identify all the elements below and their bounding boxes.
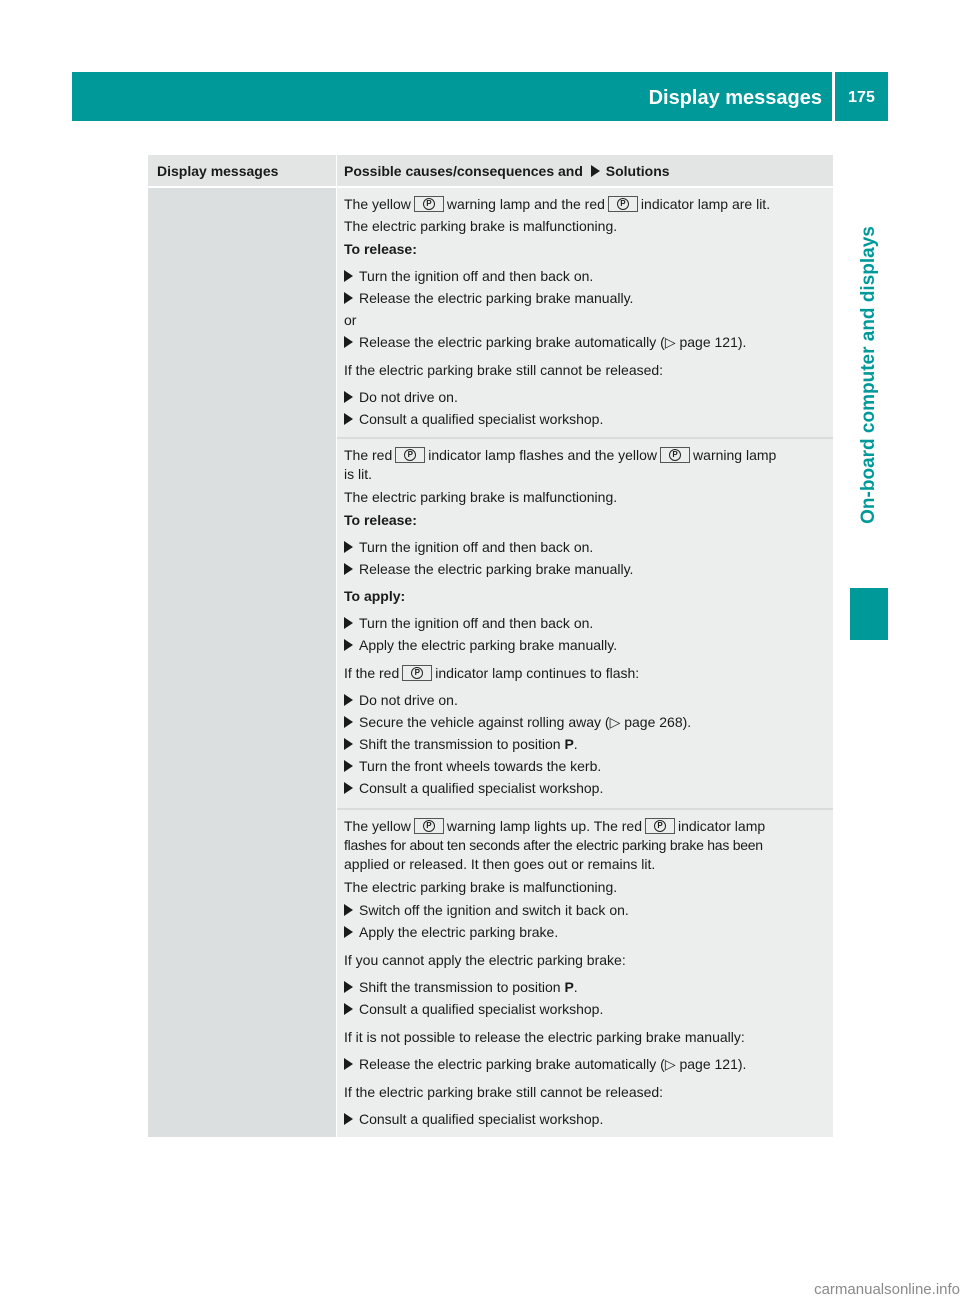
instruction-step xyxy=(344,614,828,632)
step-text: Consult a qualified specialist workshop. xyxy=(359,780,604,796)
block-intro xyxy=(344,195,828,213)
step-text: Shift the transmission to position xyxy=(359,979,561,995)
step-text: Switch off the ignition and switch it back on. xyxy=(359,902,629,918)
row-separator xyxy=(337,437,833,439)
action-arrow-icon xyxy=(591,165,600,177)
instruction-step xyxy=(344,1000,828,1018)
chapter-label-text: On-board computer and displays xyxy=(858,226,879,524)
parking-brake-icon: P xyxy=(645,818,675,834)
step-text: Do not drive on. xyxy=(359,389,458,405)
step-text: Release the electric parking brake manually. xyxy=(359,290,634,306)
step-text: Release the electric parking brake automatically (▷ page 121). xyxy=(359,334,747,350)
instruction-step xyxy=(344,560,828,578)
block-text: If it is not possible to release the electric parking brake manually: xyxy=(344,1029,745,1045)
chapter-tab xyxy=(850,588,888,640)
block-text xyxy=(344,664,828,682)
block-text: The electric parking brake is malfunctioning. xyxy=(344,218,618,234)
instruction-step xyxy=(344,735,828,753)
step-text: Consult a qualified specialist workshop. xyxy=(359,1001,604,1017)
page-header xyxy=(72,72,888,121)
action-arrow-icon xyxy=(344,391,353,403)
instruction-step xyxy=(344,978,828,996)
parking-brake-icon: P xyxy=(660,447,690,463)
action-arrow-icon xyxy=(344,617,353,629)
step-text: Consult a qualified specialist workshop. xyxy=(359,411,604,427)
instruction-step xyxy=(344,1110,828,1128)
chapter-side-label xyxy=(850,140,888,610)
block-text: If the electric parking brake still cannot be released: xyxy=(344,362,664,378)
text-fragment: warning lamp xyxy=(693,447,777,463)
text-fragment: warning lamp lights up. The red xyxy=(446,818,642,834)
parking-brake-icon: P xyxy=(402,665,432,681)
step-text: Apply the electric parking brake. xyxy=(359,924,559,940)
action-arrow-icon xyxy=(344,413,353,425)
action-arrow-icon xyxy=(344,563,353,575)
col2-header-label: Possible causes/consequences and xyxy=(344,163,583,179)
col2-header-tail: Solutions xyxy=(605,163,670,179)
block-intro xyxy=(344,446,828,484)
position-label: P xyxy=(564,736,574,752)
page-number: 175 xyxy=(848,89,875,106)
block-subheading: To apply: xyxy=(344,588,406,604)
text-fragment: indicator lamp continues to flash: xyxy=(435,665,640,681)
position-label: P xyxy=(564,979,574,995)
action-arrow-icon xyxy=(344,904,353,916)
action-arrow-icon xyxy=(344,292,353,304)
action-arrow-icon xyxy=(344,981,353,993)
action-arrow-icon xyxy=(344,1113,353,1125)
text-fragment: The red xyxy=(344,447,393,463)
action-arrow-icon xyxy=(344,541,353,553)
instruction-step xyxy=(344,267,828,285)
solution-block-1 xyxy=(344,195,828,428)
action-arrow-icon xyxy=(344,760,353,772)
instruction-step xyxy=(344,779,828,797)
solution-block-3 xyxy=(344,817,828,1128)
step-text: Release the electric parking brake automatically (▷ page 121). xyxy=(359,1056,747,1072)
text-fragment: If the red xyxy=(344,665,400,681)
text-fragment: indicator lamp are lit. xyxy=(640,196,771,212)
step-text: Do not drive on. xyxy=(359,692,458,708)
text-fragment: . xyxy=(573,979,578,995)
step-text: Turn the ignition off and then back on. xyxy=(359,615,594,631)
page-title: Display messages xyxy=(648,87,822,109)
action-arrow-icon xyxy=(344,926,353,938)
text-fragment: applied or released. It then goes out or remains lit. xyxy=(344,856,656,872)
action-arrow-icon xyxy=(344,270,353,282)
instruction-step xyxy=(344,333,828,351)
instruction-step xyxy=(344,901,828,919)
step-text: Shift the transmission to position xyxy=(359,736,561,752)
text-fragment: flashes for about ten seconds after the electric parking brake has been xyxy=(344,837,763,853)
instruction-step xyxy=(344,410,828,428)
block-text: If you cannot apply the electric parking brake: xyxy=(344,952,626,968)
block-text: The electric parking brake is malfunctioning. xyxy=(344,489,618,505)
step-text: Turn the ignition off and then back on. xyxy=(359,268,594,284)
parking-brake-icon: P xyxy=(395,447,425,463)
text-fragment: is lit. xyxy=(344,466,372,482)
solution-block-2 xyxy=(344,446,828,797)
block-text: If the electric parking brake still cannot be released: xyxy=(344,1084,664,1100)
instruction-step xyxy=(344,1055,828,1073)
block-subheading: To release: xyxy=(344,241,417,257)
action-arrow-icon xyxy=(344,694,353,706)
instruction-step xyxy=(344,757,828,775)
block-text: The electric parking brake is malfunctioning. xyxy=(344,879,618,895)
step-text: Turn the ignition off and then back on. xyxy=(359,539,594,555)
instruction-step xyxy=(344,538,828,556)
text-fragment: . xyxy=(573,736,578,752)
action-arrow-icon xyxy=(344,336,353,348)
text-fragment: indicator lamp xyxy=(678,818,766,834)
text-fragment: The yellow xyxy=(344,818,411,834)
action-arrow-icon xyxy=(344,639,353,651)
instruction-step xyxy=(344,691,828,709)
parking-brake-icon: P xyxy=(608,196,638,212)
block-text: or xyxy=(344,312,357,328)
step-text: Turn the front wheels towards the kerb. xyxy=(359,758,602,774)
text-fragment: indicator lamp flashes and the yellow xyxy=(428,447,658,463)
instruction-step xyxy=(344,923,828,941)
text-fragment: warning lamp and the red xyxy=(446,196,605,212)
watermark: carmanualsonline.info xyxy=(814,1281,960,1298)
block-intro xyxy=(344,817,828,874)
parking-brake-icon: P xyxy=(414,196,444,212)
instruction-step xyxy=(344,388,828,406)
parking-brake-icon: P xyxy=(414,818,444,834)
action-arrow-icon xyxy=(344,782,353,794)
text-fragment: The yellow xyxy=(344,196,411,212)
instruction-step xyxy=(344,289,828,307)
row-separator xyxy=(337,808,833,810)
action-arrow-icon xyxy=(344,738,353,750)
step-text: Apply the electric parking brake manually. xyxy=(359,637,618,653)
step-text: Consult a qualified specialist workshop. xyxy=(359,1111,604,1127)
action-arrow-icon xyxy=(344,1058,353,1070)
step-text: Secure the vehicle against rolling away (▷ page 268). xyxy=(359,714,692,730)
instruction-step xyxy=(344,636,828,654)
step-text: Release the electric parking brake manually. xyxy=(359,561,634,577)
col2-header-text xyxy=(344,163,670,179)
block-subheading: To release: xyxy=(344,512,417,528)
col1-header-text: Display messages xyxy=(157,163,279,179)
action-arrow-icon xyxy=(344,1003,353,1015)
display-message-cell xyxy=(148,188,336,1137)
action-arrow-icon xyxy=(344,716,353,728)
instruction-step xyxy=(344,713,828,731)
